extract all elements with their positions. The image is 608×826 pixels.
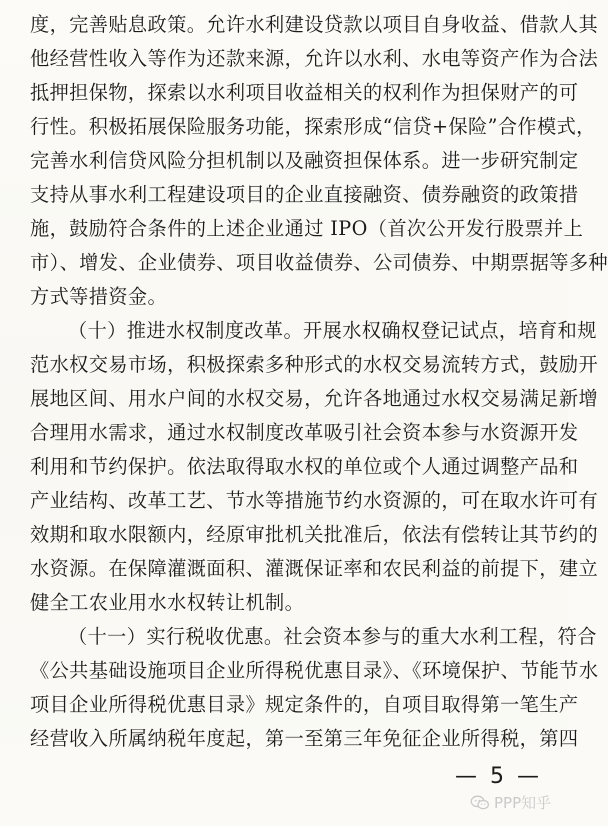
text-line: 范水权交易市场，积极探索多种形式的水权交易流转方式，鼓励开 <box>30 353 599 376</box>
text-line: 市）、增发、企业债券、项目收益债券、公司债券、中期票据等多种 <box>30 251 608 274</box>
wechat-icon <box>470 795 490 811</box>
page-number: — 5 — <box>455 764 542 789</box>
watermark-text: PPP知乎 <box>494 794 552 812</box>
text-line: 施，鼓励符合条件的上述企业通过 IPO（首次公开发行股票并上 <box>30 217 584 240</box>
text-line: 产业结构、改革工艺、节水等措施节约水资源的，可在取水许可有 <box>30 489 599 512</box>
text-line: 方式等措资金。 <box>30 285 168 308</box>
text-line: 水资源。在保障灌溉面积、灌溉保证率和农民利益的前提下，建立 <box>30 557 599 580</box>
section-heading-line: （十一）实行税收优惠。社会资本参与的重大水利工程，符合 <box>68 625 597 648</box>
text-line: 行性。积极拓展保险服务功能，探索形成“信贷+保险”合作模式， <box>30 115 596 138</box>
text-line: 抵押担保物，探索以水利项目收益相关的权利作为担保财产的可 <box>30 81 579 104</box>
section-heading-line: （十）推进水权制度改革。开展水权确权登记试点，培育和规 <box>68 319 597 342</box>
text-line: 展地区间、用水户间的水权交易，允许各地通过水权交易满足新增 <box>30 387 599 410</box>
text-line: 经营收入所属纳税年度起，第一至第三年免征企业所得税，第四 <box>30 727 579 750</box>
text-line: 健全工农业用水水权转让机制。 <box>30 591 305 614</box>
text-line: 他经营性收入等作为还款来源，允许以水利、水电等资产作为合法 <box>30 47 599 70</box>
text-line: 完善水利信贷风险分担机制以及融资担保体系。进一步研究制定 <box>30 149 579 172</box>
text-line: 支持从事水利工程建设项目的企业直接融资、债券融资的政策措 <box>30 183 579 206</box>
text-line: 利用和节约保护。依法取得取水权的单位或个人通过调整产品和 <box>30 455 579 478</box>
text-line: 项目企业所得税优惠目录》规定条件的，自项目取得第一笔生产 <box>30 693 579 716</box>
text-line: 效期和取水限额内，经原审批机关批准后，依法有偿转让其节约的 <box>30 523 599 546</box>
text-line: 度，完善贴息政策。允许水利建设贷款以项目自身收益、借款人其 <box>30 13 599 36</box>
watermark <box>470 792 551 813</box>
text-line: 《公共基础设施项目企业所得税优惠目录》、《环境保护、节能节水 <box>30 659 599 682</box>
text-line: 合理用水需求，通过水权制度改革吸引社会资本参与水资源开发 <box>30 421 579 444</box>
